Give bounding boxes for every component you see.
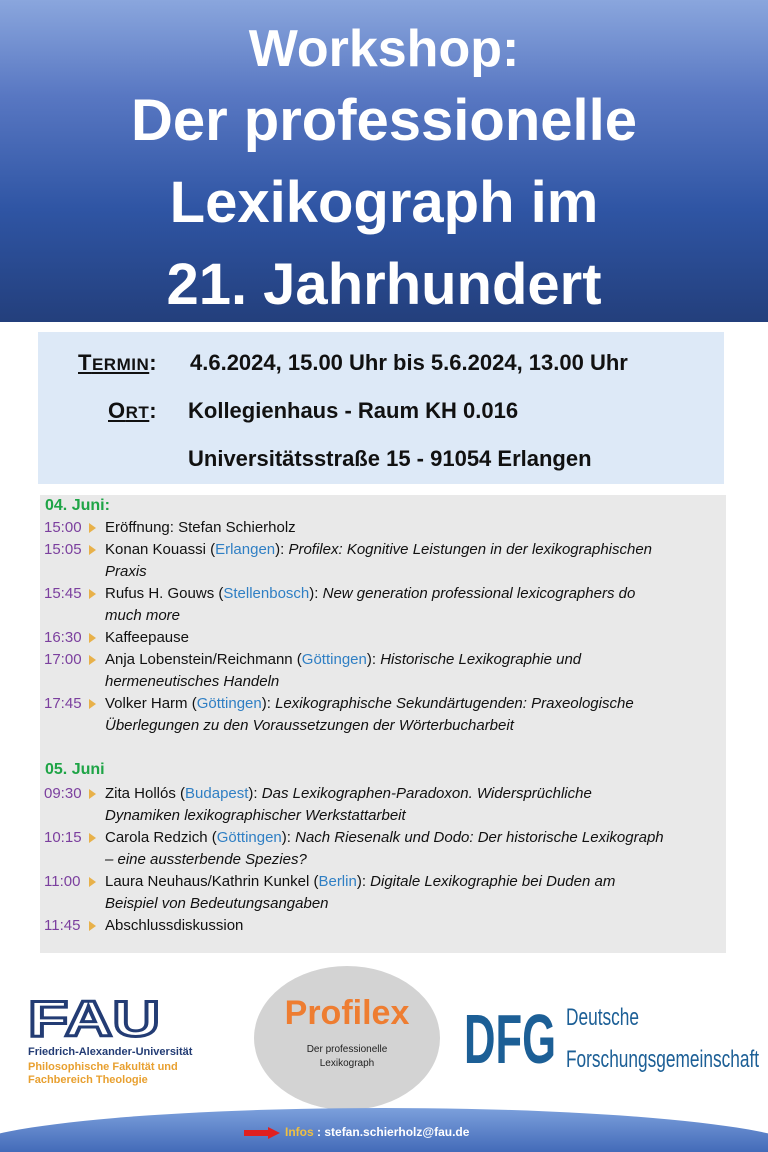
termin-label-first: T [78, 350, 92, 375]
talk-title-continued: – eine aussterbende Spezies? [105, 851, 307, 868]
speaker-location: Göttingen [196, 695, 262, 712]
speaker-location: Göttingen [301, 651, 367, 668]
infos-separator: : [313, 1125, 325, 1139]
schedule-time: 16:30 [44, 629, 82, 646]
profilex-subtitle-2: Lexikograph [319, 1058, 375, 1069]
dfg-logo [464, 1003, 558, 1067]
fau-faculty-line-1: Philosophische Fakultät und [28, 1061, 178, 1073]
contact-email[interactable]: stefan.schierholz@fau.de [324, 1125, 470, 1139]
talk-title-continued: much more [105, 607, 181, 624]
talk-title-continued: hermeneutisches Handeln [105, 673, 280, 690]
profilex-subtitle-1: Der professionelle [306, 1044, 388, 1055]
fau-faculty-line-2: Fachbereich Theologie [28, 1074, 148, 1086]
schedule-text: Rufus H. Gouws (Stellenbosch): New generation professional lexicographers do much more [105, 585, 636, 624]
talk-title: Historische Lexikographie und [380, 651, 582, 668]
schedule-item [40, 649, 726, 693]
schedule-text: Volker Harm (Göttingen): Lexikographische Sekundärtugenden: Praxeologische Überlegungen zu den Voraussetzungen der Wörterbucharbeit [105, 695, 634, 734]
speaker-location: Stellenbosch [223, 585, 310, 602]
termin-label-rest: ERMIN [91, 355, 150, 374]
header-banner [0, 0, 768, 322]
schedule-item [40, 827, 726, 871]
header-line-1: Workshop: [248, 20, 520, 78]
infos-label: Infos [285, 1125, 314, 1139]
schedule-text: Carola Redzich (Göttingen): Nach Riesenalk und Dodo: Der historische Lexikograph – eine aussterbende Spezies? [105, 829, 664, 868]
ort-value-room: Kollegienhaus - Raum KH 0.016 [188, 398, 519, 423]
talk-title: Nach Riesenalk und Dodo: Der historische Lexikograph [295, 829, 664, 846]
profilex-logo [254, 966, 440, 1110]
program-schedule [40, 495, 726, 953]
talk-title-continued: Praxis [105, 563, 147, 580]
schedule-text: Eröffnung: Stefan Schierholz [105, 519, 296, 536]
bullet-arrow-icon [89, 523, 96, 533]
fau-logo [28, 998, 163, 1040]
talk-title: New generation professional lexicographers do [322, 585, 636, 602]
schedule-time: 09:30 [44, 785, 82, 802]
bullet-arrow-icon [89, 589, 96, 599]
day-heading-1: 04. Juni: [45, 497, 110, 514]
schedule-item [40, 583, 726, 627]
ort-value-address: Universitätsstraße 15 - 91054 Erlangen [188, 446, 592, 471]
bullet-arrow-icon [89, 699, 96, 709]
header-line-3: Lexikograph im [169, 170, 599, 235]
fau-mark: FAU [28, 998, 160, 1040]
bullet-arrow-icon [89, 545, 96, 555]
schedule-text: Zita Hollós (Budapest): Das Lexikographen-Paradoxon. Widersprüchliche Dynamiken lexikographischer Werkstattarbeit [105, 785, 592, 824]
ort-colon: : [149, 398, 157, 423]
talk-title-continued: Dynamiken lexikographischer Werkstattarbeit [105, 807, 406, 824]
schedule-text: Anja Lobenstein/Reichmann (Göttingen): Historische Lexikographie und hermeneutisches Handeln [105, 651, 582, 690]
termin-label [78, 350, 157, 376]
profilex-title: Profilex [284, 994, 410, 1032]
ort-label [108, 398, 157, 424]
schedule-item [40, 915, 726, 959]
schedule-item [40, 783, 726, 827]
talk-title-continued: Beispiel von Bedeutungsangaben [105, 895, 329, 912]
bullet-arrow-icon [89, 633, 96, 643]
termin-value: 4.6.2024, 15.00 Uhr bis 5.6.2024, 13.00 Uhr [190, 350, 628, 375]
schedule-item [40, 693, 726, 737]
day-heading-2: 05. Juni [45, 761, 105, 778]
schedule-time: 15:00 [44, 519, 82, 536]
schedule-item [40, 871, 726, 915]
speaker-location: Berlin [318, 873, 357, 890]
arrow-right-icon [244, 1127, 280, 1139]
talk-title: Digitale Lexikographie bei Duden am [370, 873, 616, 890]
talk-title-continued: Überlegungen zu den Voraussetzungen der Wörterbucharbeit [105, 717, 514, 734]
bullet-arrow-icon [89, 877, 96, 887]
talk-title: Das Lexikographen-Paradoxon. Widersprüchliche [261, 785, 592, 802]
bullet-arrow-icon [89, 921, 96, 931]
header-line-4: 21. Jahrhundert [166, 252, 602, 317]
schedule-time: 11:45 [44, 917, 81, 934]
speaker-location: Göttingen [216, 829, 282, 846]
dfg-mark: DFG [464, 1003, 556, 1067]
speaker-location: Erlangen [215, 541, 276, 558]
footer-contact [285, 1125, 469, 1139]
schedule-text: Laura Neuhaus/Kathrin Kunkel (Berlin): Digitale Lexikographie bei Duden am Beispiel von Bedeutungsangaben [105, 873, 616, 912]
schedule-text: Abschlussdiskussion [105, 917, 244, 934]
dfg-text-line-1: Deutsche [566, 1004, 640, 1031]
schedule-time: 17:00 [44, 651, 82, 668]
schedule-time: 17:45 [44, 695, 82, 712]
schedule-text: Kaffeepause [105, 629, 189, 646]
event-info-box [38, 332, 724, 484]
schedule-time: 15:05 [44, 541, 82, 558]
talk-title: Lexikographische Sekundärtugenden: Praxeologische [275, 695, 634, 712]
dfg-text-line-2: Forschungsgemeinschaft [566, 1046, 760, 1073]
schedule-time: 10:15 [44, 829, 82, 846]
bullet-arrow-icon [89, 655, 96, 665]
fau-university-name: Friedrich-Alexander-Universität [28, 1046, 193, 1058]
ort-label-rest: RT [125, 403, 150, 422]
schedule-item [40, 539, 726, 583]
bullet-arrow-icon [89, 789, 96, 799]
bullet-arrow-icon [89, 833, 96, 843]
ort-label-first: O [108, 398, 126, 423]
termin-colon: : [149, 350, 157, 375]
schedule-time: 11:00 [44, 873, 81, 890]
schedule-text: Konan Kouassi (Erlangen): Profilex: Kognitive Leistungen in der lexikographischen Praxis [105, 541, 653, 580]
header-line-2: Der professionelle [130, 88, 638, 153]
talk-title: Profilex: Kognitive Leistungen in der lexikographischen [288, 541, 653, 558]
speaker-location: Budapest [185, 785, 249, 802]
schedule-time: 15:45 [44, 585, 82, 602]
